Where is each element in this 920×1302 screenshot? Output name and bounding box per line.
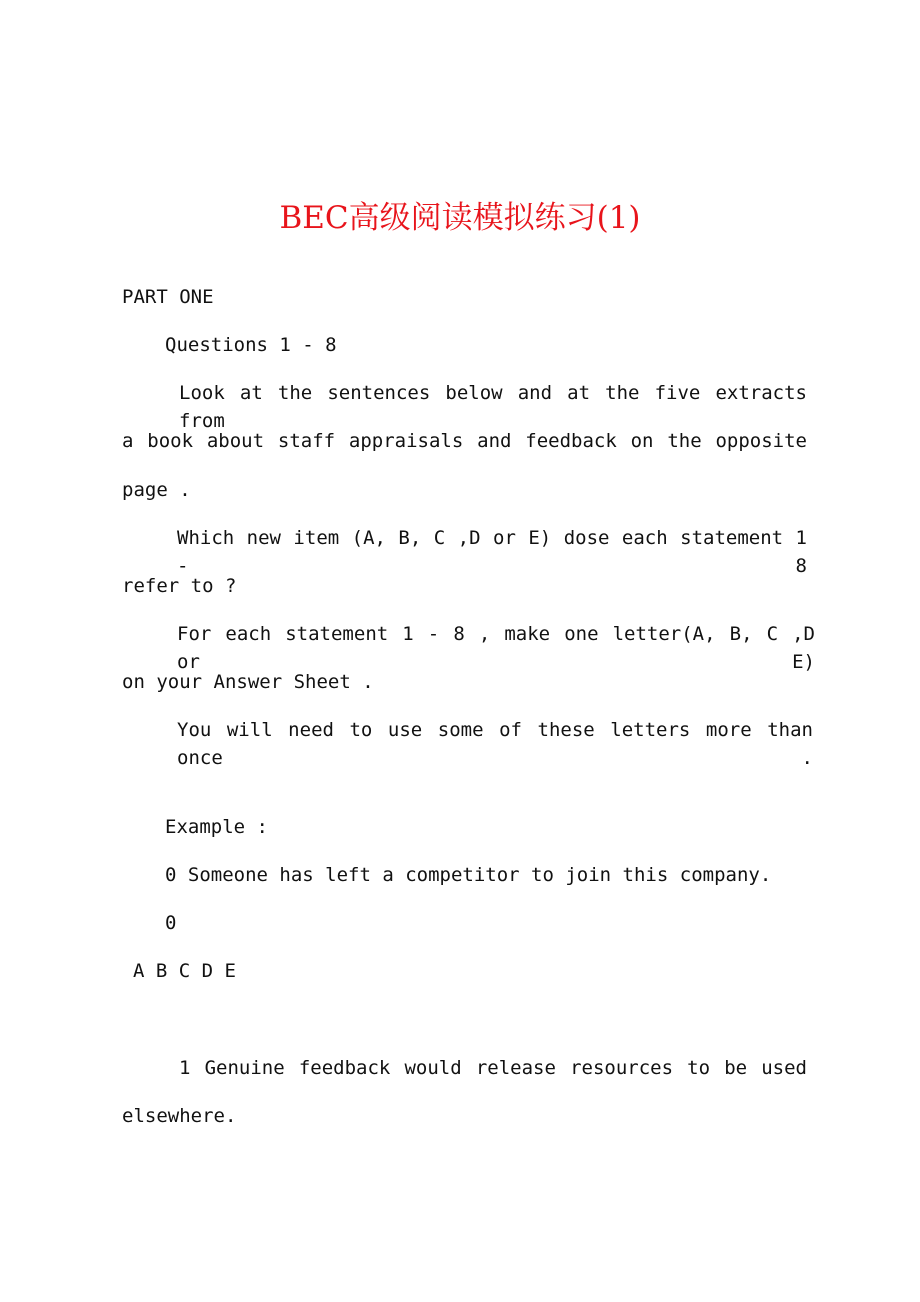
statement-1-line2: elsewhere. (122, 1105, 237, 1127)
example-number: 0 (165, 912, 177, 934)
instructions-p1-line2: a book about staff appraisals and feedback on the opposite (122, 430, 807, 452)
example-sentence: 0 Someone has left a competitor to join this company. (165, 864, 772, 886)
questions-range: Questions 1 - 8 (165, 334, 337, 356)
instructions-p4-line1: You will need to use some of these letters more than once . (177, 719, 813, 769)
instructions-p2-line2: refer to ? (122, 575, 237, 597)
instructions-p3-line1: For each statement 1 - 8 , make one letter(A, B, C ,D or E) (177, 623, 815, 673)
example-label: Example : (165, 816, 268, 838)
statement-1-line1: 1 Genuine feedback would release resources to be used (179, 1057, 807, 1079)
example-options: A B C D E (133, 960, 236, 982)
instructions-p3-line2: on your Answer Sheet . (122, 671, 374, 693)
document-title: BEC高级阅读模拟练习(1) (279, 200, 641, 236)
instructions-p1-line1: Look at the sentences below and at the five extracts from (179, 382, 807, 432)
part-heading: PART ONE (122, 286, 214, 308)
instructions-p2-line1: Which new item (A, B, C ,D or E) dose each statement 1 - 8 (177, 527, 807, 577)
instructions-p1-line3: page . (122, 479, 191, 501)
